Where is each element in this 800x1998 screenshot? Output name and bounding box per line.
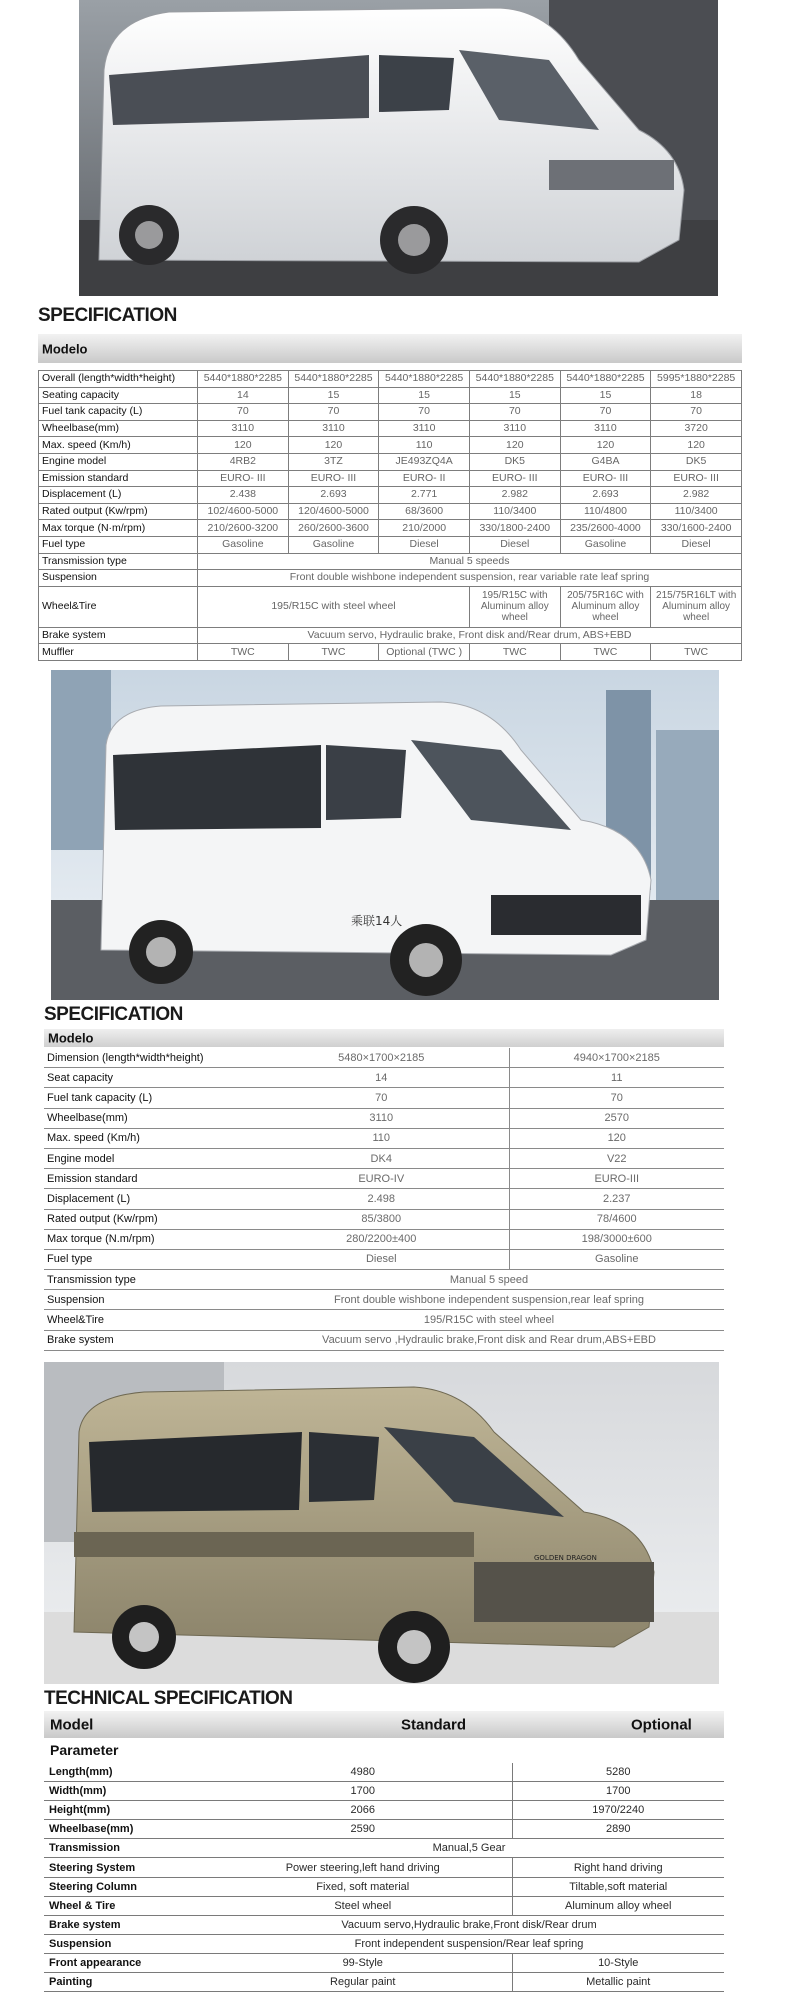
spec2-row (44, 1249, 724, 1269)
spec1-cell: EURO- II (379, 470, 470, 487)
spec1-cell: Vacuum servo, Hydraulic brake, Front disk and/Rear drum, ABS+EBD (198, 627, 742, 644)
spec2-title: SPECIFICATION (44, 1004, 183, 1025)
spec3-row-label: Suspension (44, 1934, 214, 1953)
spec1-row (39, 387, 742, 404)
spec1-row (39, 420, 742, 437)
spec1-row-label: Engine model (39, 453, 198, 470)
spec1-cell: 2.693 (288, 487, 379, 504)
spec1-cell: 120 (288, 437, 379, 454)
spec1-row (39, 371, 742, 388)
spec1-cell: 120 (198, 437, 289, 454)
spec1-cell: TWC (651, 644, 742, 661)
spec3-cell: 10-Style (512, 1953, 724, 1972)
spec1-cell: Gasoline (560, 536, 651, 553)
spec3-row-label: Length(mm) (44, 1763, 214, 1782)
spec3-row (44, 1877, 724, 1896)
spec3-row-label: Painting (44, 1973, 214, 1992)
spec3-row-label: Brake system (44, 1915, 214, 1934)
spec1-cell: 3TZ (288, 453, 379, 470)
spec3-cell: 1970/2240 (512, 1801, 724, 1820)
spec3-cell: 4980 (214, 1763, 512, 1782)
spec3-cell: 1700 (214, 1782, 512, 1801)
spec3-row (44, 1801, 724, 1820)
spec1-row (39, 586, 742, 627)
spec1-cell: Diesel (651, 536, 742, 553)
spec1-cell: TWC (288, 644, 379, 661)
spec3-cell: Tiltable,soft material (512, 1877, 724, 1896)
van3-badge-text: GOLDEN DRAGON (534, 1554, 597, 1562)
spec1-model-bar (38, 334, 742, 363)
spec3-cell: Manual,5 Gear (214, 1839, 724, 1858)
spec2-row (44, 1128, 724, 1148)
spec1-cell: 195/R15C with Aluminum alloy wheel (469, 586, 560, 627)
spec1-row-label: Transmission type (39, 553, 198, 570)
spec2-cell: V22 (509, 1148, 724, 1168)
spec2-cell: Front double wishbone independent suspension,rear leaf spring (254, 1290, 724, 1310)
spec1-cell: 15 (288, 387, 379, 404)
spec1-cell: 330/1600-2400 (651, 520, 742, 537)
spec1-row-label: Muffler (39, 644, 198, 661)
spec3-row (44, 1839, 724, 1858)
spec2-row-label: Seat capacity (44, 1068, 254, 1088)
spec1-row-label: Fuel type (39, 536, 198, 553)
spec3-cell: 99-Style (214, 1953, 512, 1972)
spec3-row (44, 1953, 724, 1972)
spec1-cell: 15 (560, 387, 651, 404)
spec2-cell: Diesel (254, 1249, 509, 1269)
spec1-cell: 70 (560, 404, 651, 421)
spec1-cell: 70 (379, 404, 470, 421)
spec2-cell: 14 (254, 1068, 509, 1088)
spec1-cell: 70 (198, 404, 289, 421)
spec1-cell: Gasoline (288, 536, 379, 553)
spec2-row (44, 1148, 724, 1168)
spec1-cell: JE493ZQ4A (379, 453, 470, 470)
van-photo-2 (51, 670, 719, 1000)
spec3-header-optional: Optional (631, 1716, 692, 1733)
spec1-cell: 70 (469, 404, 560, 421)
spec3-row (44, 1858, 724, 1877)
spec2-row (44, 1290, 724, 1310)
spec1-cell: TWC (469, 644, 560, 661)
spec1-cell: EURO- III (469, 470, 560, 487)
spec1-cell: 70 (651, 404, 742, 421)
spec3-row-label: Steering Column (44, 1877, 214, 1896)
spec2-cell: 2570 (509, 1108, 724, 1128)
spec1-cell: 5440*1880*2285 (469, 371, 560, 388)
spec2-row (44, 1229, 724, 1249)
spec3-table (44, 1763, 724, 1992)
spec3-row (44, 1820, 724, 1839)
spec1-row-label: Overall (length*width*height) (39, 371, 198, 388)
spec2-cell: 110 (254, 1128, 509, 1148)
spec1-cell: 2.982 (469, 487, 560, 504)
spec2-row (44, 1310, 724, 1330)
spec3-title: TECHNICAL SPECIFICATION (44, 1688, 293, 1709)
spec3-row (44, 1915, 724, 1934)
spec1-row-label: Fuel tank capacity (L) (39, 404, 198, 421)
spec1-cell: 14 (198, 387, 289, 404)
spec2-row-label: Engine model (44, 1148, 254, 1168)
spec2-row-label: Transmission type (44, 1270, 254, 1290)
spec1-cell: 210/2600-3200 (198, 520, 289, 537)
spec1-title: SPECIFICATION (38, 305, 177, 326)
spec1-cell: 15 (469, 387, 560, 404)
spec1-row-label: Brake system (39, 627, 198, 644)
spec2-row-label: Rated output (Kw/rpm) (44, 1209, 254, 1229)
spec3-cell: 1700 (512, 1782, 724, 1801)
spec2-cell: 195/R15C with steel wheel (254, 1310, 724, 1330)
spec1-row (39, 437, 742, 454)
spec1-row-label: Max. speed (Km/h) (39, 437, 198, 454)
spec1-cell: 3110 (198, 420, 289, 437)
spec2-table (44, 1048, 724, 1351)
spec1-row (39, 570, 742, 587)
spec2-row (44, 1068, 724, 1088)
spec1-cell: 120 (560, 437, 651, 454)
spec1-cell: 215/75R16LT with Aluminum alloy wheel (651, 586, 742, 627)
spec1-row (39, 453, 742, 470)
spec3-cell: Fixed, soft material (214, 1877, 512, 1896)
spec1-row-label: Emission standard (39, 470, 198, 487)
spec1-cell: 120 (469, 437, 560, 454)
spec3-parameter-label: Parameter (50, 1742, 119, 1758)
spec3-row-label: Transmission (44, 1839, 214, 1858)
spec1-cell: 18 (651, 387, 742, 404)
spec2-cell: Gasoline (509, 1249, 724, 1269)
spec2-row (44, 1330, 724, 1350)
spec3-cell: Steel wheel (214, 1896, 512, 1915)
spec2-row (44, 1270, 724, 1290)
spec1-cell: 3720 (651, 420, 742, 437)
spec2-row-label: Fuel tank capacity (L) (44, 1088, 254, 1108)
spec1-row (39, 487, 742, 504)
spec1-row (39, 644, 742, 661)
spec2-row-label: Fuel type (44, 1249, 254, 1269)
spec3-cell: 2066 (214, 1801, 512, 1820)
spec2-row-label: Emission standard (44, 1169, 254, 1189)
spec1-cell: 3110 (560, 420, 651, 437)
spec2-cell: 2.237 (509, 1189, 724, 1209)
spec3-row-label: Steering System (44, 1858, 214, 1877)
spec1-cell: Gasoline (198, 536, 289, 553)
spec1-cell: 2.438 (198, 487, 289, 504)
spec1-cell: EURO- III (288, 470, 379, 487)
spec3-row-label: Wheelbase(mm) (44, 1820, 214, 1839)
spec2-row-label: Wheel&Tire (44, 1310, 254, 1330)
spec1-row-label: Seating capacity (39, 387, 198, 404)
spec3-row-label: Wheel & Tire (44, 1896, 214, 1915)
spec2-cell: 70 (254, 1088, 509, 1108)
spec2-cell: Vacuum servo ,Hydraulic brake,Front disk and Rear drum,ABS+EBD (254, 1330, 724, 1350)
spec1-cell: 5440*1880*2285 (560, 371, 651, 388)
spec3-row-label: Width(mm) (44, 1782, 214, 1801)
spec3-cell: 5280 (512, 1763, 724, 1782)
spec2-cell: 85/3800 (254, 1209, 509, 1229)
spec1-row-label: Max torque (N·m/rpm) (39, 520, 198, 537)
spec3-header-bar (44, 1711, 724, 1738)
spec1-cell: 15 (379, 387, 470, 404)
spec2-row (44, 1209, 724, 1229)
spec2-row (44, 1088, 724, 1108)
spec3-cell: 2890 (512, 1820, 724, 1839)
spec2-row (44, 1108, 724, 1128)
spec2-cell: 280/2200±400 (254, 1229, 509, 1249)
spec3-row (44, 1934, 724, 1953)
spec1-row (39, 553, 742, 570)
spec1-cell: 5995*1880*2285 (651, 371, 742, 388)
spec1-row (39, 627, 742, 644)
spec1-cell: 110/3400 (469, 503, 560, 520)
spec1-cell: 5440*1880*2285 (379, 371, 470, 388)
spec1-cell: 68/3600 (379, 503, 470, 520)
spec1-row (39, 470, 742, 487)
spec2-cell: 3110 (254, 1108, 509, 1128)
spec3-cell: Vacuum servo,Hydraulic brake,Front disk/Rear drum (214, 1915, 724, 1934)
spec1-cell: 235/2600-4000 (560, 520, 651, 537)
spec2-row (44, 1169, 724, 1189)
spec2-row-label: Dimension (length*width*height) (44, 1048, 254, 1068)
spec1-cell: 110 (379, 437, 470, 454)
spec3-row (44, 1782, 724, 1801)
spec3-cell: Right hand driving (512, 1858, 724, 1877)
van2-plate-text: 乘联14人 (351, 914, 403, 928)
spec1-table (38, 370, 742, 661)
spec3-row (44, 1763, 724, 1782)
spec3-cell: Aluminum alloy wheel (512, 1896, 724, 1915)
spec1-row-label: Rated output (Kw/rpm) (39, 503, 198, 520)
spec1-cell: Front double wishbone independent suspension, rear variable rate leaf spring (198, 570, 742, 587)
spec1-row (39, 536, 742, 553)
spec2-cell: 78/4600 (509, 1209, 724, 1229)
spec1-model-label: Modelo (42, 341, 88, 356)
spec1-cell: 70 (288, 404, 379, 421)
spec2-cell: 70 (509, 1088, 724, 1108)
spec1-cell: TWC (560, 644, 651, 661)
spec3-header-model: Model (50, 1716, 94, 1733)
spec1-row-label: Suspension (39, 570, 198, 587)
spec1-cell: Diesel (469, 536, 560, 553)
spec3-row (44, 1896, 724, 1915)
spec1-row (39, 520, 742, 537)
spec2-cell: 5480×1700×2185 (254, 1048, 509, 1068)
spec1-cell: 210/2000 (379, 520, 470, 537)
spec2-row-label: Wheelbase(mm) (44, 1108, 254, 1128)
spec1-cell: Manual 5 speeds (198, 553, 742, 570)
spec1-cell: G4BA (560, 453, 651, 470)
spec1-cell: Diesel (379, 536, 470, 553)
spec2-row (44, 1189, 724, 1209)
spec1-cell: DK5 (469, 453, 560, 470)
spec3-header-standard: Standard (401, 1716, 467, 1733)
spec1-row (39, 404, 742, 421)
spec3-cell: Front independent suspension/Rear leaf spring (214, 1934, 724, 1953)
spec1-cell: 5440*1880*2285 (198, 371, 289, 388)
spec1-cell: 5440*1880*2285 (288, 371, 379, 388)
spec1-cell: 120/4600-5000 (288, 503, 379, 520)
spec1-cell: 3110 (379, 420, 470, 437)
spec2-cell: 198/3000±600 (509, 1229, 724, 1249)
spec1-cell: EURO- III (198, 470, 289, 487)
spec3-cell: Power steering,left hand driving (214, 1858, 512, 1877)
spec2-cell: 2.498 (254, 1189, 509, 1209)
spec1-row-label: Wheelbase(mm) (39, 420, 198, 437)
spec1-cell: DK5 (651, 453, 742, 470)
spec1-row (39, 503, 742, 520)
spec1-cell: Optional (TWC ) (379, 644, 470, 661)
spec3-cell: 2590 (214, 1820, 512, 1839)
spec3-cell: Regular paint (214, 1973, 512, 1992)
spec1-cell: EURO- III (560, 470, 651, 487)
spec2-cell: 11 (509, 1068, 724, 1088)
van-photo-1 (79, 0, 718, 296)
spec1-cell: 3110 (288, 420, 379, 437)
spec3-row-label: Height(mm) (44, 1801, 214, 1820)
spec1-cell: EURO- III (651, 470, 742, 487)
spec1-cell: 330/1800-2400 (469, 520, 560, 537)
spec2-cell: 120 (509, 1128, 724, 1148)
spec2-row-label: Brake system (44, 1330, 254, 1350)
spec1-cell: TWC (198, 644, 289, 661)
spec2-cell: EURO-IV (254, 1169, 509, 1189)
spec3-cell: Metallic paint (512, 1973, 724, 1992)
spec2-cell: 4940×1700×2185 (509, 1048, 724, 1068)
spec2-cell: EURO-III (509, 1169, 724, 1189)
spec2-row-label: Displacement (L) (44, 1189, 254, 1209)
spec1-cell: 260/2600-3600 (288, 520, 379, 537)
spec2-model-bar (44, 1029, 724, 1047)
spec2-row-label: Max torque (N.m/rpm) (44, 1229, 254, 1249)
spec2-cell: Manual 5 speed (254, 1270, 724, 1290)
spec1-cell: 2.982 (651, 487, 742, 504)
spec1-cell: 2.771 (379, 487, 470, 504)
spec2-row (44, 1048, 724, 1068)
van-photo-3 (44, 1362, 719, 1684)
spec2-row-label: Max. speed (Km/h) (44, 1128, 254, 1148)
spec1-cell: 195/R15C with steel wheel (198, 586, 470, 627)
spec1-cell: 2.693 (560, 487, 651, 504)
spec1-cell: 4RB2 (198, 453, 289, 470)
spec3-row-label: Front appearance (44, 1953, 214, 1972)
spec1-row-label: Displacement (L) (39, 487, 198, 504)
spec1-cell: 102/4600-5000 (198, 503, 289, 520)
spec1-cell: 110/4800 (560, 503, 651, 520)
spec1-cell: 3110 (469, 420, 560, 437)
spec2-cell: DK4 (254, 1148, 509, 1168)
spec1-row-label: Wheel&Tire (39, 586, 198, 627)
spec3-row (44, 1973, 724, 1992)
spec1-cell: 120 (651, 437, 742, 454)
spec1-cell: 110/3400 (651, 503, 742, 520)
spec2-row-label: Suspension (44, 1290, 254, 1310)
spec2-model-label: Modelo (48, 1030, 94, 1046)
spec1-cell: 205/75R16C with Aluminum alloy wheel (560, 586, 651, 627)
